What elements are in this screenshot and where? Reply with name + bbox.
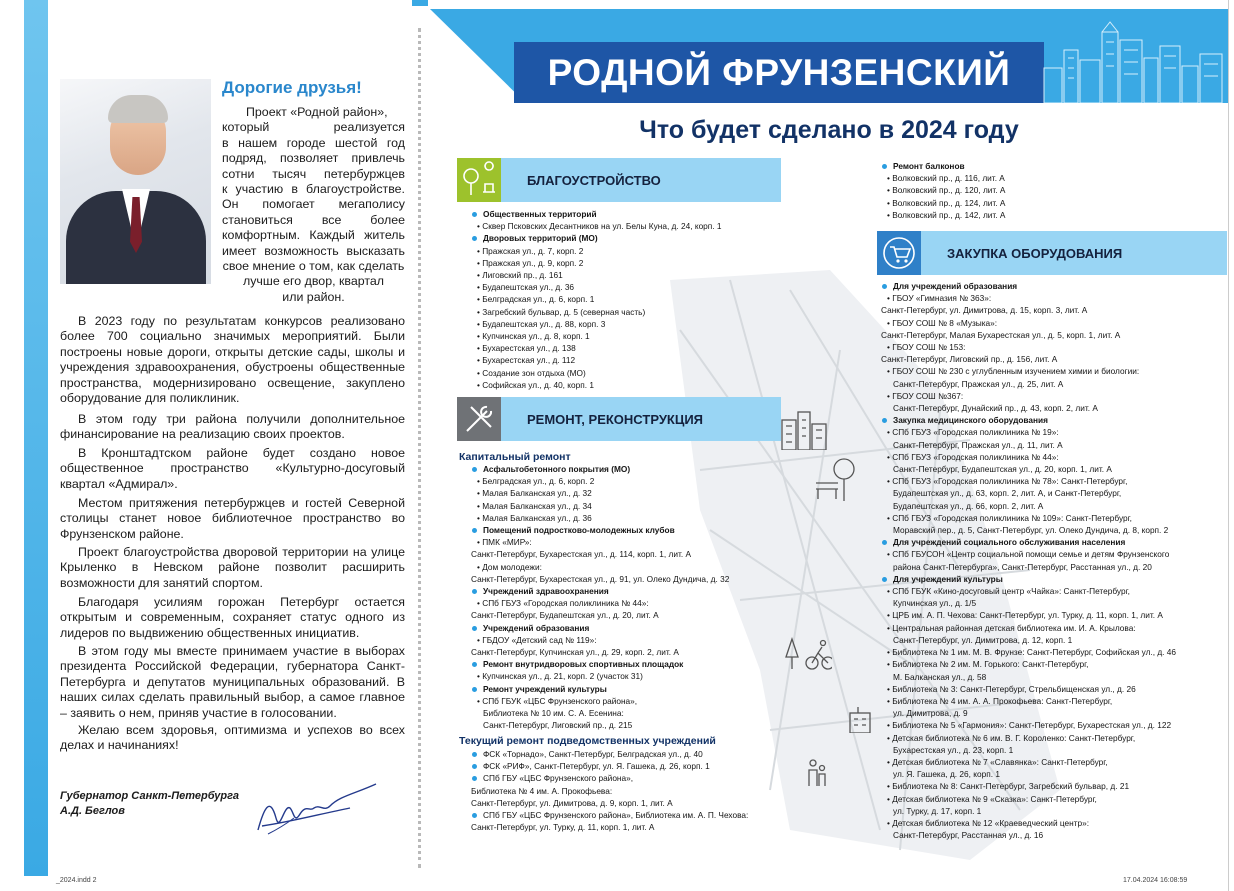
list-item: • Библиотека № 1 им. М. В. Фрунзе: Санкт-Петербург, Софийская ул., д. 46 [887,647,1177,658]
list-heading: Для учреждений культуры [876,573,1221,585]
list-item: • Пражская ул., д. 9, корп. 2 [477,257,584,268]
list-equipment [876,280,1221,841]
list-item: • Библиотека № 2 им. М. Горького: Санкт-Петербург, [887,659,1089,670]
list-heading: Ремонт учреждений культуры [466,683,796,695]
list-item: • СПб ГБУЗ «Городская поликлиника № 19»: [887,427,1059,438]
year-title: Что будет сделано в 2024 году [639,116,1019,144]
list-blagoustroystvo [466,208,786,391]
intro-line: в нашем городе шестой год [222,135,405,150]
list-current-repair [466,748,796,833]
list-item: ул. Турку, д. 17, корп. 1 [893,805,982,816]
list-item: • ГБОУ СОШ №367: [887,390,964,401]
letter-paragraph: Местом притяжения петербуржцев и гостей Северной столицы станет новое библиотечное пространство во Фрунзенском районе. [60,496,405,541]
list-item: Санкт-Петербург, Пражская ул., д. 11, лит. А [893,439,1063,450]
list-item: • Лиговский пр., д. 161 [477,270,563,281]
intro-line: лучше его двор, квартал [243,274,384,289]
list-item: • ГБДОУ «Детский сад № 119»: [477,634,597,645]
list-capital-repair [466,463,796,731]
list-item: • Белградская ул., д. 6, корп. 1 [477,294,595,305]
list-item: • Малая Балканская ул., д. 32 [477,488,592,499]
family-icon [806,758,828,788]
list-balconies [876,160,1176,221]
list-item: • Создание зон отдыха (МО) [477,367,586,378]
list-item: • СПб ГБУК «Кино-досуговый центр «Чайка»: Санкт-Петербург, [887,586,1130,597]
intro-line: становиться все более [222,212,405,227]
section-remont [457,397,781,441]
list-item: Санкт-Петербург, ул. Турку, д. 11, корп. 1, лит. А [471,822,655,833]
intro-line: или район. [282,289,345,304]
list-item: Санкт-Петербург, Купчинская ул., д. 29, корп. 2, лит. А [471,647,679,658]
shopping-cart-icon [877,231,921,275]
list-item: • ГБОУ СОШ № 153: [887,342,966,353]
list-item: • Малая Балканская ул., д. 34 [477,500,592,511]
list-heading: Помещений подростково-молодежных клубов [466,524,796,536]
top-tab-marker [412,0,428,6]
handwritten-signature [250,778,385,838]
list-item: • ГБОУ СОШ № 230 с углубленным изучением химии и биологии: [887,366,1140,377]
intro-line: который реализуется [222,120,405,135]
list-item: Будапештская ул., д. 66, корп. 2, лит. А [893,500,1044,511]
list-item: • СПб ГБУЗ «Городская поликлиника № 78»: Санкт-Петербург, [887,476,1128,487]
letter-paragraph: Желаю всем здоровья, оптимизма и успехов во всех делах и начинаниях! [60,723,405,753]
cyclist-icon [784,635,832,671]
list-item: Санкт-Петербург, Расстанная ул., д. 16 [893,830,1044,841]
list-item: ФСК «РИФ», Санкт-Петербург, ул. Я. Гашека, д. 26, корп. 1 [466,760,796,772]
list-item: • Библиотека № 8: Санкт-Петербург, Загребский бульвар, д. 21 [887,781,1130,792]
list-item: • Детская библиотека № 7 «Славянка»: Санкт-Петербург, [887,756,1108,767]
letter-paragraph: В 2023 году по результатам конкурсов реализовано более 700 социально значимых мероприятий. Были построены новые дороги, открыты детские сады, школы и учреждения здравоохранения, обустроены общественные пространства, модернизировано освещение, закуплено оборудование для поликлиник. [60,314,405,406]
list-item: Санкт-Петербург, Дунайский пр., д. 43, корп. 2, лит. А [893,403,1098,414]
list-item: • ГБОУ СОШ № 8 «Музыка»: [887,317,998,328]
list-heading: Учреждений образования [466,622,796,634]
section-title-remont: РЕМОНТ, РЕКОНСТРУКЦИЯ [501,397,781,441]
left-margin-stripe [24,0,48,876]
list-item: • Малая Балканская ул., д. 36 [477,512,592,523]
buildings-icon [780,410,828,450]
list-item: • Бухарестская ул., д. 112 [477,355,576,366]
list-item: Моравский пер., д. 5, Санкт-Петербург, ул. Олеко Дундича, д. 8, корп. 2 [893,525,1169,536]
list-item: СПб ГБУ «ЦБС Фрунзенского района», Библиотека им. А. П. Чехова: [466,809,796,821]
list-item: Санкт-Петербург, Пражская ул., д. 25, лит. А [893,378,1064,389]
capital-repair-title: Капитальный ремонт [459,451,571,463]
governor-portrait [60,79,211,284]
park-bench-icon [812,455,858,503]
intro-line: Он помогает мегаполису [222,197,405,212]
list-item: Библиотека № 4 им. А. Прокофьева: [471,785,613,796]
letter-paragraph: Проект благоустройства дворовой территории на улице Крыленко в Невском районе позволит расширить возможности для занятий спортом. [60,545,405,590]
list-heading: Асфальтобетонного покрытия (МО) [466,463,796,475]
list-item: • Дом молодежи: [477,561,542,572]
file-footer: _2024.indd 2 [56,877,97,884]
intro-line: сотни тысяч петербуржцев [222,166,405,181]
banner-title: РОДНОЙ ФРУНЗЕНСКИЙ [547,51,1011,93]
intro-line: подряд, позволяет привлечь [222,151,405,166]
list-heading: Для учреждений образования [876,280,1221,292]
list-item: Санкт-Петербург, Лиговский пр., д. 215 [483,720,633,731]
list-item: • Детская библиотека № 12 «Краеведческий центр»: [887,817,1090,828]
list-item: ул. Я. Гашека, д. 26, корп. 1 [893,769,1000,780]
greeting-title: Дорогие друзья! [222,78,362,97]
list-item: • Софийская ул., д. 40, корп. 1 [477,379,594,390]
list-heading: Ремонт балконов [876,160,1176,172]
intro-line: комфортным. Каждый житель [222,228,405,243]
list-item: Санкт-Петербург, ул. Димитрова, д. 15, корп. 3, лит. А [881,305,1088,316]
list-item: • Будапештская ул., д. 88, корп. 3 [477,318,606,329]
list-heading: Дворовых территорий (МО) [466,232,786,244]
letter-paragraph: В этом году мы вместе принимаем участие в выборах президента Российской Федерации, губернатора Санкт-Петербурга и депутатов муниципальных образований. В наших силах сделать правильный выбор, а самое главное – заявить о нем, приняв участие в голосовании. [60,644,405,720]
list-item: • Купчинская ул., д. 8, корп. 1 [477,331,590,342]
list-item: • Будапештская ул., д. 36 [477,282,575,293]
list-item: • Библиотека № 3: Санкт-Петербург, Стрельбищенская ул., д. 26 [887,683,1136,694]
intro-line: Проект «Родной район», [246,105,388,119]
signature-block [60,789,239,819]
list-item: • ПМК «МИР»: [477,537,532,548]
list-item: Бухарестская ул., д. 23, корп. 1 [893,744,1014,755]
list-item: Санкт-Петербург, Бухарестская ул., д. 114, корп. 1, лит. А [471,549,691,560]
list-item: Санкт-Петербург, Будапештская ул., д. 20, корп. 1, лит. А [893,464,1112,475]
list-item: Санкт-Петербург, Малая Бухарестская ул., д. 5, корп. 1, лит. А [881,329,1121,340]
list-item: Будапештская ул., д. 63, корп. 2, лит. А, и Санкт-Петербург, [893,488,1122,499]
list-item: • Волковский пр., д. 142, лит. А [887,209,1006,220]
list-item: • СПб ГБУК «ЦБС Фрунзенского района», [477,695,638,706]
signature-title: Губернатор Санкт-Петербурга [60,790,239,802]
list-item: • Детская библиотека № 9 «Сказка»: Санкт-Петербург, [887,793,1097,804]
school-building-icon [848,705,872,733]
section-title-zakupka: ЗАКУПКА ОБОРУДОВАНИЯ [921,231,1227,275]
list-item: • Белградская ул., д. 6, корп. 2 [477,476,595,487]
list-item: • Пражская ул., д. 7, корп. 2 [477,245,584,256]
intro-line: свое мнение о том, как сделать [222,259,405,273]
intro-line: к участию в благоустройстве. [222,182,405,196]
list-item: • Бухарестская ул., д. 138 [477,343,576,354]
list-item: района Санкт-Петербурга», Санкт-Петербург, Расстанная ул., д. 20 [893,561,1152,572]
print-stamp: 17.04.2024 16:08:59 [1123,877,1188,884]
list-item: Санкт-Петербург, Лиговский пр., д. 156, лит. А [881,354,1058,365]
list-item: Купчинская ул., д. 1/5 [893,598,977,609]
list-item: • Библиотека № 4 им. А. А. Прокофьева: Санкт-Петербург, [887,695,1113,706]
list-item: Санкт-Петербург, Бухарестская ул., д. 91, ул. Олеко Дундича, д. 32 [471,573,730,584]
list-item: • Загребский бульвар, д. 5 (северная часть) [477,306,646,317]
list-item: • СПб ГБУСОН «Центр социальной помощи семье и детям Фрунзенского [887,549,1170,560]
list-item: • СПб ГБУЗ «Городская поликлиника № 44»: [887,451,1059,462]
list-item: • Детская библиотека № 6 им. В. Г. Короленко: Санкт-Петербург, [887,732,1136,743]
list-item: ФСК «Торнадо», Санкт-Петербург, Белградская ул., д. 40 [466,748,796,760]
signature-name: А.Д. Беглов [60,805,125,817]
list-item: • Центральная районная детская библиотека им. И. А. Крылова: [887,622,1136,633]
list-item: • Купчинская ул., д. 21, корп. 2 (участок 31) [477,671,643,682]
page-trim-line [1228,0,1229,891]
list-item: М. Балканская ул., д. 58 [893,671,987,682]
list-heading: Общественных территорий [466,208,786,220]
list-item: • ГБОУ «Гимназия № 363»: [887,293,992,304]
list-item: • СПб ГБУЗ «Городская поликлиника № 109»: Санкт-Петербург, [887,512,1132,523]
list-item: СПб ГБУ «ЦБС Фрунзенского района», [466,772,796,784]
section-title-blag: БЛАГОУСТРОЙСТВО [501,158,781,202]
letter-paragraph: Благодаря усилиям горожан Петербург остается открытым и современным, сохраняет статус одного из лидеров по выдвижению общественных инициатив. [60,595,405,640]
letter-paragraph: В этом году три района получили дополнительное финансирование на реализацию своих проектов. [60,412,405,442]
list-heading: Учреждений здравоохранения [466,585,796,597]
list-item: • СПб ГБУЗ «Городская поликлиника № 44»: [477,598,649,609]
section-zakupka [877,231,1227,275]
list-item: Санкт-Петербург, ул. Димитрова, д. 12, корп. 1 [893,634,1073,645]
landscaping-icon [457,158,501,202]
list-item: • Библиотека № 5 «Гармония»: Санкт-Петербург, Бухарестская ул., д. 122 [887,720,1172,731]
list-item: Библиотека № 10 им. С. А. Есенина: [483,708,624,719]
list-item: Санкт-Петербург, ул. Димитрова, д. 9, корп. 1, лит. А [471,797,673,808]
list-heading: Для учреждений социального обслуживания населения [876,536,1221,548]
section-blagoustroystvo [457,158,781,202]
intro-line: имеет возможность высказать [222,243,405,258]
list-item: • Волковский пр., д. 120, лит. А [887,185,1006,196]
list-heading: Ремонт внутридворовых спортивных площадок [466,658,796,670]
list-item: • Волковский пр., д. 116, лит. А [887,173,1005,184]
letter-paragraph: В Кронштадтском районе будет создано новое общественное пространство «Культурно-досуговый квартал «Адмирал». [60,446,405,491]
list-item: • Сквер Псковских Десантников на ул. Белы Куна, д. 24, корп. 1 [477,221,722,232]
city-skyline-icon [1040,10,1228,103]
current-repair-title: Текущий ремонт подведомственных учреждений [459,735,716,747]
list-item: • ЦРБ им. А. П. Чехова: Санкт-Петербург, ул. Турку, д. 11, корп. 1, лит. А [887,610,1163,621]
tools-icon [457,397,501,441]
page-gutter-dots [418,28,421,868]
list-item: ул. Димитрова, д. 9 [893,708,968,719]
list-item: • Волковский пр., д. 124, лит. А [887,197,1006,208]
list-heading: Закупка медицинского оборудования [876,414,1221,426]
list-item: Санкт-Петербург, Будапештская ул., д. 20, лит. А [471,610,659,621]
